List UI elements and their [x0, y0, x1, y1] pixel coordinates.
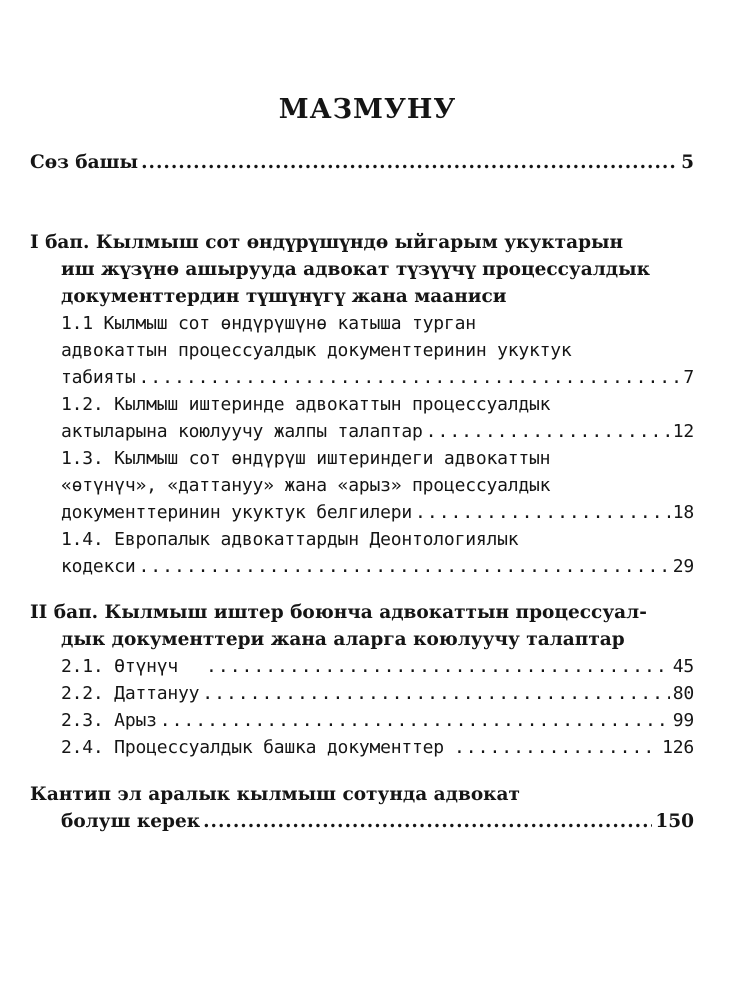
toc-entry-1-3-line2 — [61, 475, 721, 503]
leader-dots — [141, 152, 678, 173]
toc-entry-text: Сөз башы — [30, 152, 139, 173]
toc-page-number: 99 — [672, 710, 694, 731]
toc-entry-text: 2.1. Өтүнүч — [61, 656, 179, 677]
leader-dots — [426, 421, 670, 442]
toc-page-number: 18 — [672, 502, 694, 523]
toc-entry-1-2-line2 — [61, 421, 694, 449]
toc-entry-text: болуш керек — [61, 811, 201, 832]
leader-dots — [415, 502, 670, 523]
toc-entry-text: 1.2. Кылмыш иштеринде адвокаттын процессуалдык — [61, 394, 551, 415]
toc-page-number: 150 — [655, 811, 694, 832]
toc-entry-1-1-line1[interactable] — [61, 313, 721, 341]
toc-entry-2-2[interactable] — [61, 683, 694, 711]
toc-entry-preface[interactable] — [30, 152, 694, 180]
chapter1-heading-line1[interactable] — [30, 232, 710, 260]
leader-dots — [160, 710, 670, 731]
toc-entry-1-2-line1[interactable] — [61, 394, 721, 422]
toc-entry-closing-line2 — [61, 811, 694, 839]
toc-page-number: 7 — [683, 367, 694, 388]
toc-entry-text: 2.2. Даттануу — [61, 683, 200, 704]
toc-entry-closing-line1[interactable] — [30, 784, 710, 812]
toc-entry-text: 2.3. Арыз — [61, 710, 157, 731]
chapter1-heading-line2 — [61, 259, 721, 287]
toc-entry-text: 2.4. Процессуалдык башка документтер — [61, 737, 444, 758]
toc-page-number: 80 — [672, 683, 694, 704]
chapter1-heading-line3 — [61, 286, 721, 314]
toc-entry-text: документтеринин укуктук белгилери — [61, 502, 413, 523]
chapter1-line3-text: документтердин түшүнүгү жана мааниси — [61, 286, 507, 307]
toc-page-number: 29 — [672, 556, 694, 577]
toc-entry-text: 1.4. Европалык адвокаттардын Деонтологиялык — [61, 529, 519, 550]
leader-dots — [138, 556, 669, 577]
chapter2-heading-line2 — [61, 629, 721, 657]
toc-entry-text: актыларына коюлуучу жалпы талаптар — [61, 421, 423, 442]
chapter2-heading-line1[interactable] — [30, 602, 720, 630]
toc-entry-text: Кантип эл аралык кылмыш сотунда адвокат — [30, 784, 520, 805]
chapter2-line2-text: дык документтери жана аларга коюлуучу талаптар — [61, 629, 625, 650]
toc-page-number: 45 — [672, 656, 694, 677]
toc-entry-1-3-line1[interactable] — [61, 448, 721, 476]
page-title: МАЗМУНУ — [278, 94, 457, 125]
toc-entry-1-4-line2 — [61, 556, 694, 584]
toc-entry-1-1-line2 — [61, 340, 721, 368]
toc-page-number: 126 — [662, 737, 694, 758]
leader-dots — [202, 683, 669, 704]
toc-entry-1-4-line1[interactable] — [61, 529, 721, 557]
toc-entry-1-1-line3 — [61, 367, 694, 395]
toc-page-number: 12 — [672, 421, 694, 442]
toc-entry-text: адвокаттын процессуалдык документтеринин укуктук — [61, 340, 572, 361]
toc-entry-text: «өтүнүч», «даттануу» жана «арыз» процессуалдык — [61, 475, 551, 496]
toc-entry-1-3-line3 — [61, 502, 694, 530]
toc-page-number: 5 — [681, 152, 694, 173]
chapter1-line1-text: I бап. Кылмыш сот өндүрүшүндө ыйгарым укуктарын — [30, 232, 624, 253]
toc-entry-2-4[interactable] — [61, 737, 694, 765]
chapter2-line1-text: II бап. Кылмыш иштер боюнча адвокаттын процессуал- — [30, 602, 647, 623]
toc-entry-2-3[interactable] — [61, 710, 694, 738]
leader-dots — [206, 656, 670, 677]
toc-entry-text: 1.1 Кылмыш сот өндүрүшүнө катыша турган — [61, 313, 476, 334]
toc-entry-2-1[interactable] — [61, 656, 694, 684]
toc-entry-text: кодекси — [61, 556, 136, 577]
toc-entry-text: табияты — [61, 367, 136, 388]
leader-dots — [138, 367, 680, 388]
chapter1-line2-text: иш жүзүнө ашырууда адвокат түзүүчү процессуалдык — [61, 259, 651, 280]
leader-dots — [454, 737, 659, 758]
leader-dots — [203, 811, 652, 832]
toc-entry-text: 1.3. Кылмыш сот өндүрүш иштериндеги адвокаттын — [61, 448, 551, 469]
